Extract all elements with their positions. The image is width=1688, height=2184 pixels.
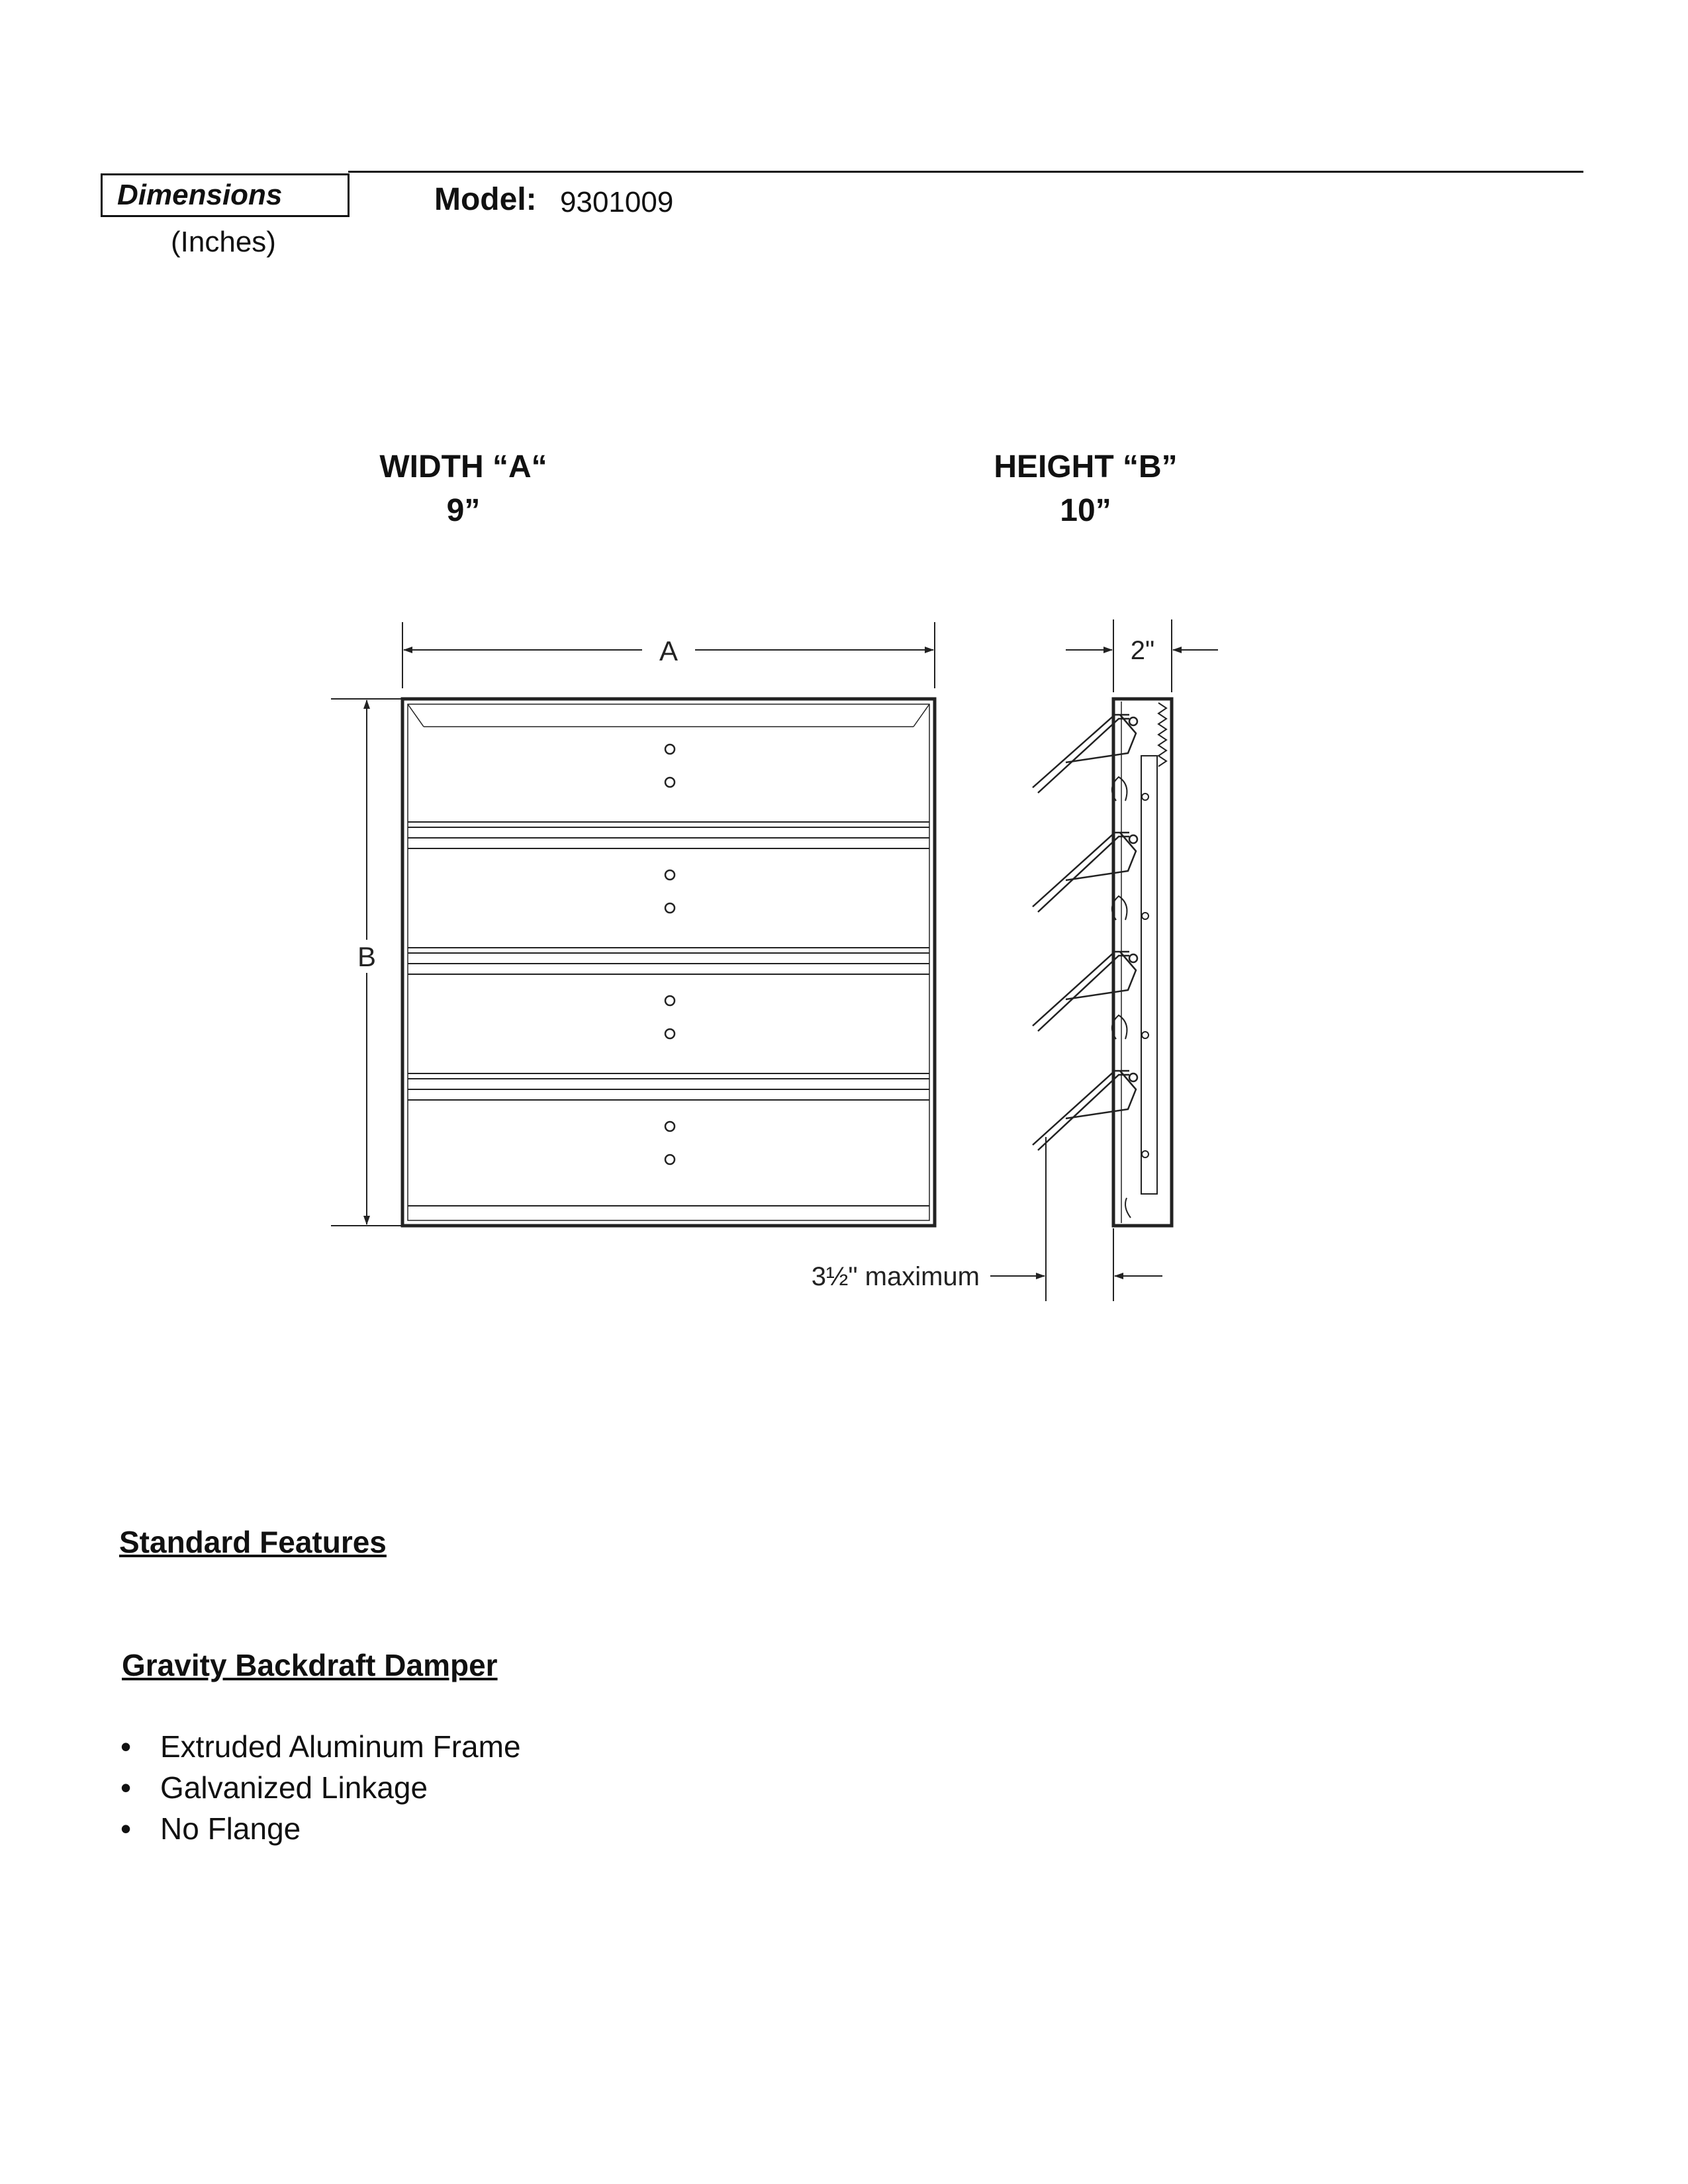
standard-features-title: Standard Features bbox=[119, 1525, 387, 1559]
feature-text: No Flange bbox=[160, 1811, 301, 1846]
depth-label: 2" bbox=[1130, 636, 1155, 665]
height-title: HEIGHT “B” bbox=[994, 449, 1178, 484]
model-label: Model: bbox=[434, 182, 537, 217]
blade-projection-label: 3½" maximum bbox=[811, 1262, 980, 1291]
front-view bbox=[331, 622, 935, 1226]
dimension-label-b: B bbox=[357, 941, 377, 972]
height-value: 10” bbox=[1060, 493, 1111, 528]
product-title: Gravity Backdraft Damper bbox=[122, 1648, 498, 1682]
header-rule bbox=[348, 171, 1583, 173]
model-value: 9301009 bbox=[560, 186, 674, 218]
width-value: 9” bbox=[446, 493, 481, 528]
dimension-label-a: A bbox=[659, 635, 679, 666]
bullet-icon: • bbox=[120, 1811, 132, 1846]
bullet-icon: • bbox=[120, 1729, 132, 1764]
feature-item bbox=[119, 1767, 521, 1808]
dimensions-label-box bbox=[101, 173, 350, 217]
bullet-icon: • bbox=[120, 1770, 132, 1805]
side-view bbox=[990, 619, 1218, 1301]
units-label: (Inches) bbox=[171, 226, 276, 258]
feature-list bbox=[119, 1726, 521, 1849]
feature-item bbox=[119, 1808, 521, 1849]
width-title: WIDTH “A“ bbox=[379, 449, 547, 484]
feature-text: Galvanized Linkage bbox=[160, 1770, 428, 1805]
damper-drawing bbox=[318, 602, 1244, 1330]
feature-item bbox=[119, 1726, 521, 1767]
dimensions-label: Dimensions bbox=[117, 179, 283, 211]
feature-text: Extruded Aluminum Frame bbox=[160, 1729, 521, 1764]
